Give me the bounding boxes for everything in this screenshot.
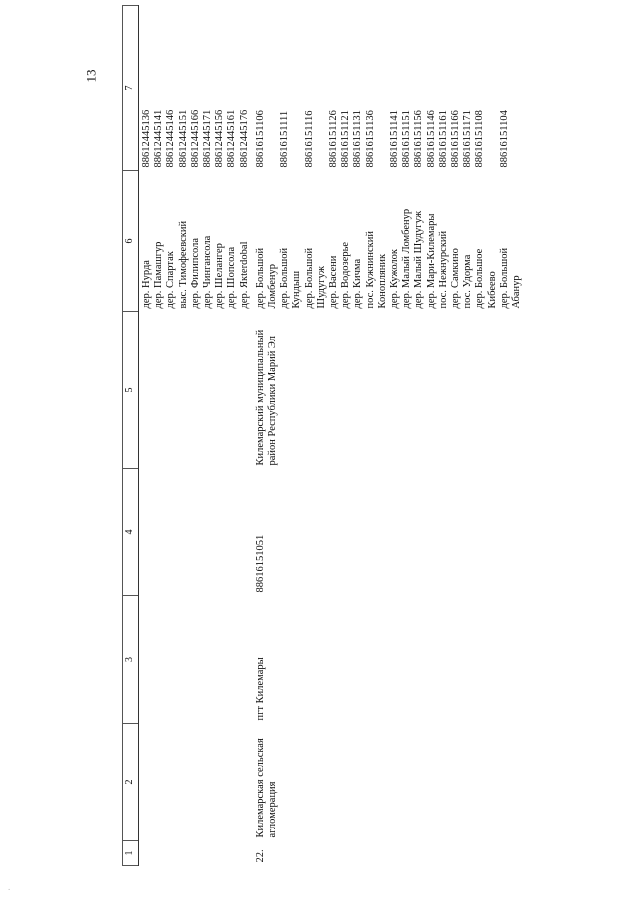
settlement-name: дер. Шопсола	[226, 246, 238, 309]
settlement-name: дер. Кичма	[352, 258, 364, 309]
oktmo-code	[291, 9, 303, 168]
oktmo-code: 88612445171	[202, 109, 214, 168]
oktmo-code: 88616151121	[340, 110, 352, 168]
oktmo-code: 88616151156	[413, 110, 425, 168]
column-number: 5	[123, 312, 139, 469]
settlement-name: дер. Большой	[254, 247, 266, 309]
settlement-name: дер. Нурда	[141, 260, 152, 309]
settlement-codes	[139, 6, 253, 171]
settlement-name: дер. Большой	[303, 247, 315, 309]
column-number-row	[123, 6, 139, 866]
settlement-name: дер. Малый Шудугуж	[413, 210, 425, 309]
settlements-table	[122, 5, 525, 866]
column-number: 4	[123, 469, 139, 596]
oktmo-code: 88612445136	[141, 109, 152, 168]
oktmo-code	[267, 9, 279, 168]
oktmo-code: 88616151131	[352, 110, 364, 168]
oktmo-code: 88616151171	[462, 110, 474, 168]
settlement-name: Кундыш	[291, 270, 303, 309]
oktmo-code: 88616151126	[328, 110, 340, 168]
oktmo-code: 88616151166	[450, 110, 462, 168]
oktmo-code: 88612445151	[177, 109, 189, 168]
column-number: 6	[123, 171, 139, 312]
oktmo-code	[487, 9, 499, 168]
oktmo-code: 88616151141	[389, 110, 401, 168]
settlement-name: дер. Малый Ломбенур	[401, 208, 413, 309]
settlement-name: пос. Кужнинский	[364, 231, 376, 309]
settlement-name: дер. Филипсола	[189, 237, 201, 309]
settlement-name: дер. Васени	[328, 255, 340, 309]
oktmo-code: 88612445141	[153, 109, 165, 168]
oktmo-code: 88616151136	[364, 110, 376, 168]
oktmo-code: 88616151108	[474, 110, 486, 168]
district-name: Килемарский муниципальный район Республики Марий Эл	[254, 329, 279, 466]
oktmo-code: 88612445176	[238, 109, 250, 168]
oktmo-code: 88616151106	[254, 110, 266, 168]
oktmo-code: 88612445161	[226, 109, 238, 168]
settlement-name: Абанур	[511, 275, 523, 309]
rotated-table-container	[122, 41, 640, 866]
scan-mark: .	[8, 882, 11, 892]
oktmo-code	[511, 9, 523, 168]
oktmo-code: 88616151104	[498, 110, 510, 168]
settlement-name: Шудугуж	[315, 266, 327, 309]
settlement-name: дер. Спартак	[165, 251, 177, 309]
settlement-name: дер. Мари-Килемары	[425, 213, 437, 309]
settlement-names	[139, 171, 253, 312]
oktmo-code	[316, 9, 328, 168]
entry-number: 22.	[254, 849, 266, 863]
oktmo-code: 88612445146	[165, 109, 177, 168]
oktmo-code: 88616151161	[437, 110, 449, 168]
settlement-name: дер. Большой	[498, 247, 510, 309]
column-number: 1	[123, 841, 139, 866]
settlement-name: пос. Удорма	[462, 254, 474, 309]
center-oktmo: 88616151051	[254, 534, 266, 593]
settlement-codes	[253, 6, 525, 171]
settlement-name: дер. Памашгур	[153, 241, 165, 309]
settlement-name: Кибеево	[486, 271, 498, 309]
settlement-name: дер. Якterdobal	[238, 241, 250, 309]
agglomeration-name: Килемарская сельская агломерация	[254, 738, 279, 838]
settlement-name: дер. Чингансола	[202, 235, 214, 309]
settlement-name: дер. Самкино	[450, 248, 462, 309]
oktmo-code: 88612445166	[189, 109, 201, 168]
column-number: 2	[123, 724, 139, 841]
settlement-name: Ломбенур	[267, 263, 279, 309]
oktmo-code: 88616151151	[401, 110, 413, 168]
settlement-name: дер. Кужолок	[389, 248, 401, 309]
settlement-name: дер. Большое	[474, 248, 486, 309]
oktmo-code	[377, 9, 389, 168]
oktmo-code: 88616151146	[425, 110, 437, 168]
entry-row	[253, 6, 525, 866]
oktmo-code: 88616151111	[279, 110, 291, 168]
page-number: 13	[83, 69, 99, 83]
oktmo-code: 88612445156	[214, 109, 226, 168]
column-number: 7	[123, 6, 139, 171]
settlement-names	[253, 171, 525, 312]
settlement-name: Конопляник	[376, 253, 388, 309]
oktmo-code: 88616151116	[303, 110, 315, 168]
settlement-name: выс. Тимофеевский	[177, 220, 189, 309]
settlement-name: дер. Большой	[279, 247, 291, 309]
settlement-name: пос. Нежнурский	[437, 230, 449, 309]
column-number: 3	[123, 596, 139, 724]
settlement-name: дер. Шелангер	[214, 243, 226, 309]
continuation-row	[139, 6, 253, 866]
settlement-name: дер. Водозерье	[340, 241, 352, 309]
center-name: пгт Килемары	[254, 657, 266, 721]
